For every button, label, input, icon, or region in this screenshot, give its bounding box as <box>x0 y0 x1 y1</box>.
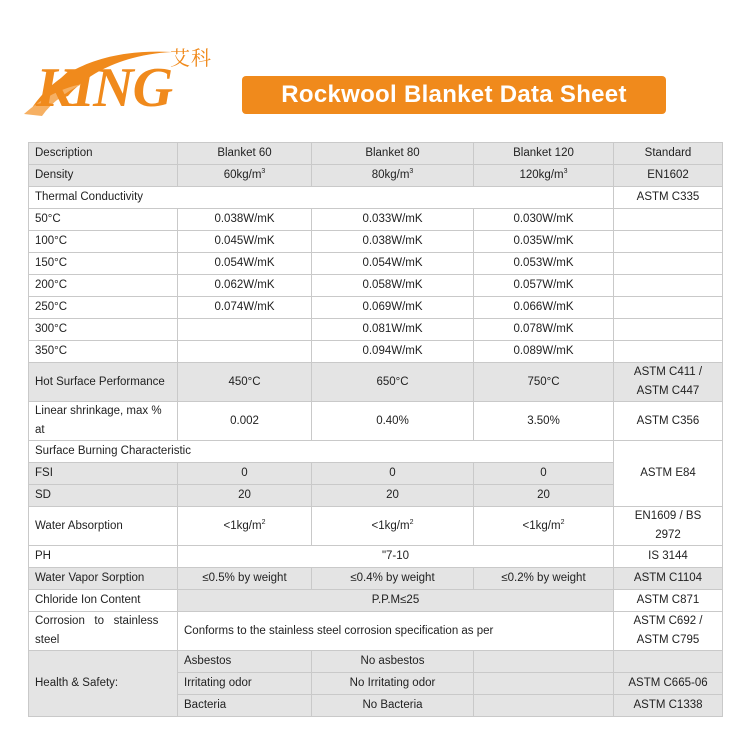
water-absorption-120: $<1kg/m^2$ <box>474 507 614 546</box>
king-logo <box>22 38 232 118</box>
thermal-temp: 150°C <box>29 253 178 275</box>
ph-label: PH <box>29 546 178 568</box>
thermal-60: 0.045W/mK <box>178 231 312 253</box>
table-row <box>29 297 723 319</box>
ph-value: "7-10 <box>178 546 614 568</box>
thermal-60 <box>178 341 312 363</box>
vapor-standard: ASTM C1104 <box>614 568 723 590</box>
thermal-80: 0.094W/mK <box>312 341 474 363</box>
header-blanket-60: Blanket 60 <box>178 143 312 165</box>
chloride-value: P.P.M≤25 <box>178 590 614 612</box>
hot-surface-80: 650°C <box>312 363 474 402</box>
table-row <box>29 341 723 363</box>
sd-80: 20 <box>312 485 474 507</box>
hot-surface-60: 450°C <box>178 363 312 402</box>
thermal-120: 0.035W/mK <box>474 231 614 253</box>
hot-surface-standard: ASTM C411 / ASTM C447 <box>614 363 723 402</box>
density-60: $60kg/m^3$ <box>178 165 312 187</box>
thermal-empty-std <box>614 253 723 275</box>
sd-120: 20 <box>474 485 614 507</box>
health-empty <box>474 651 614 673</box>
ph-row <box>29 546 723 568</box>
corrosion-label: Corrosion to stainless steel <box>29 612 178 651</box>
health-item: Bacteria <box>178 695 312 717</box>
hot-surface-label: Hot Surface Performance <box>29 363 178 402</box>
table-row <box>29 253 723 275</box>
health-standard: ASTM C665-06 <box>614 673 723 695</box>
thermal-60: 0.054W/mK <box>178 253 312 275</box>
header-standard: Standard <box>614 143 723 165</box>
thermal-60: 0.062W/mK <box>178 275 312 297</box>
thermal-60: 0.074W/mK <box>178 297 312 319</box>
corrosion-row <box>29 612 723 651</box>
hot-surface-120: 750°C <box>474 363 614 402</box>
thermal-80: 0.054W/mK <box>312 253 474 275</box>
density-row <box>29 165 723 187</box>
thermal-header-row <box>29 187 723 209</box>
fsi-60: 0 <box>178 463 312 485</box>
shrinkage-standard: ASTM C356 <box>614 402 723 441</box>
page-title: Rockwool Blanket Data Sheet <box>242 76 666 114</box>
health-value: No Irritating odor <box>312 673 474 695</box>
thermal-80: 0.081W/mK <box>312 319 474 341</box>
table-row <box>29 275 723 297</box>
fsi-120: 0 <box>474 463 614 485</box>
health-item: Asbestos <box>178 651 312 673</box>
thermal-temp: 200°C <box>29 275 178 297</box>
thermal-120: 0.053W/mK <box>474 253 614 275</box>
table-row <box>29 231 723 253</box>
thermal-temp: 350°C <box>29 341 178 363</box>
shrinkage-120: 3.50% <box>474 402 614 441</box>
thermal-temp: 100°C <box>29 231 178 253</box>
vapor-60: ≤0.5% by weight <box>178 568 312 590</box>
header-description: Description <box>29 143 178 165</box>
data-sheet-table <box>28 142 723 717</box>
health-value: No asbestos <box>312 651 474 673</box>
health-value: No Bacteria <box>312 695 474 717</box>
ph-standard: IS 3144 <box>614 546 723 568</box>
thermal-80: 0.033W/mK <box>312 209 474 231</box>
thermal-temp: 250°C <box>29 297 178 319</box>
vapor-row <box>29 568 723 590</box>
density-label: Density <box>29 165 178 187</box>
density-standard: EN1602 <box>614 165 723 187</box>
water-absorption-60: $<1kg/m^2$ <box>178 507 312 546</box>
surface-burning-label: Surface Burning Characteristic <box>29 441 614 463</box>
vapor-label: Water Vapor Sorption <box>29 568 178 590</box>
water-absorption-label: Water Absorption <box>29 507 178 546</box>
shrinkage-label: Linear shrinkage, max % at <box>29 402 178 441</box>
thermal-empty-std <box>614 231 723 253</box>
thermal-120: 0.030W/mK <box>474 209 614 231</box>
thermal-temp: 50°C <box>29 209 178 231</box>
thermal-temp: 300°C <box>29 319 178 341</box>
water-absorption-80: $<1kg/m^2$ <box>312 507 474 546</box>
water-absorption-standard: EN1609 / BS 2972 <box>614 507 723 546</box>
health-standard <box>614 651 723 673</box>
thermal-empty-std <box>614 209 723 231</box>
fsi-label: FSI <box>29 463 178 485</box>
logo-chinese-text: 艾科 <box>170 46 212 70</box>
thermal-empty-std <box>614 275 723 297</box>
hot-surface-row <box>29 363 723 402</box>
table-row <box>29 209 723 231</box>
health-item: Irritating odor <box>178 673 312 695</box>
chloride-row <box>29 590 723 612</box>
chloride-standard: ASTM C871 <box>614 590 723 612</box>
density-80: $80kg/m^3$ <box>312 165 474 187</box>
health-empty <box>474 695 614 717</box>
chloride-label: Chloride Ion Content <box>29 590 178 612</box>
thermal-label: Thermal Conductivity <box>29 187 614 209</box>
header <box>0 0 750 140</box>
vapor-120: ≤0.2% by weight <box>474 568 614 590</box>
header-blanket-120: Blanket 120 <box>474 143 614 165</box>
water-absorption-row <box>29 507 723 546</box>
thermal-empty-std <box>614 341 723 363</box>
thermal-60 <box>178 319 312 341</box>
shrinkage-row <box>29 402 723 441</box>
table-row <box>29 319 723 341</box>
thermal-120: 0.057W/mK <box>474 275 614 297</box>
header-blanket-80: Blanket 80 <box>312 143 474 165</box>
vapor-80: ≤0.4% by weight <box>312 568 474 590</box>
health-standard: ASTM C1338 <box>614 695 723 717</box>
thermal-empty-std <box>614 319 723 341</box>
sd-60: 20 <box>178 485 312 507</box>
thermal-60: 0.038W/mK <box>178 209 312 231</box>
corrosion-standard: ASTM C692 / ASTM C795 <box>614 612 723 651</box>
density-120: $120kg/m^3$ <box>474 165 614 187</box>
corrosion-value: Conforms to the stainless steel corrosion specification as per <box>178 612 614 651</box>
thermal-80: 0.069W/mK <box>312 297 474 319</box>
thermal-120: 0.089W/mK <box>474 341 614 363</box>
health-label: Health & Safety: <box>29 651 178 717</box>
thermal-80: 0.058W/mK <box>312 275 474 297</box>
thermal-80: 0.038W/mK <box>312 231 474 253</box>
logo-wordmark: KING <box>36 57 173 119</box>
thermal-120: 0.078W/mK <box>474 319 614 341</box>
thermal-standard: ASTM C335 <box>614 187 723 209</box>
thermal-empty-std <box>614 297 723 319</box>
sd-label: SD <box>29 485 178 507</box>
fsi-80: 0 <box>312 463 474 485</box>
surface-burning-row <box>29 441 723 463</box>
health-empty <box>474 673 614 695</box>
shrinkage-60: 0.002 <box>178 402 312 441</box>
shrinkage-80: 0.40% <box>312 402 474 441</box>
thermal-120: 0.066W/mK <box>474 297 614 319</box>
table-header-row <box>29 143 723 165</box>
health-row-asbestos <box>29 651 723 673</box>
surface-burning-standard: ASTM E84 <box>614 441 723 507</box>
